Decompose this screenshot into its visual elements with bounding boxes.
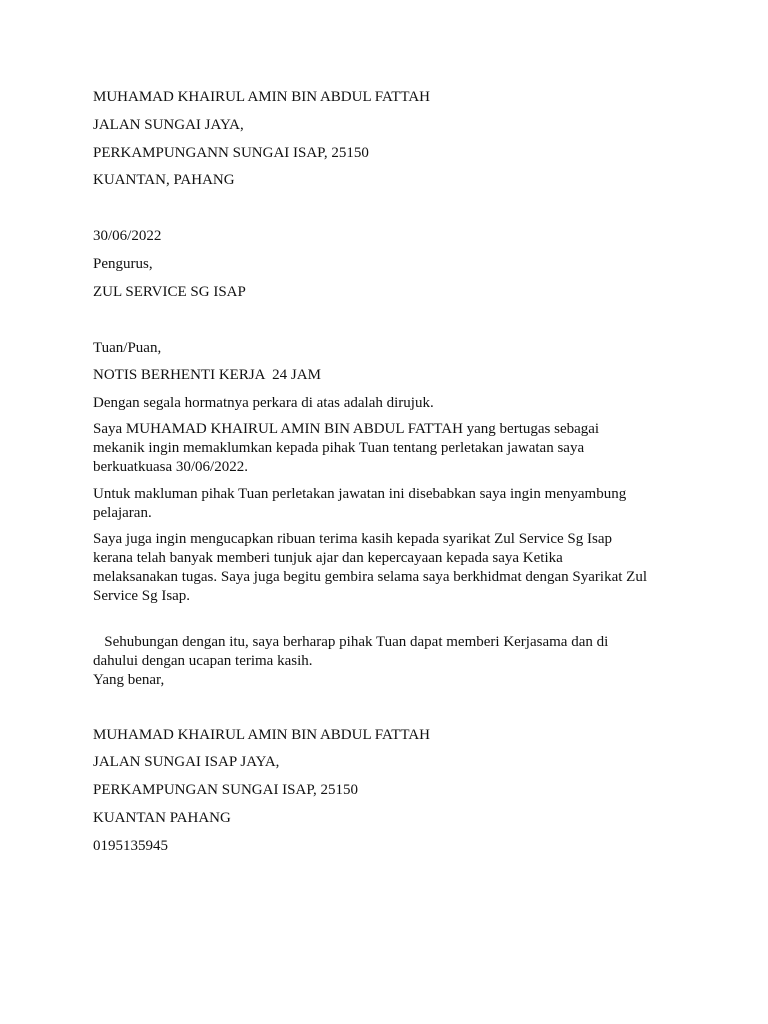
body-paragraph-5 <box>93 595 648 709</box>
body-paragraph-2-text: Saya MUHAMAD KHAIRUL AMIN BIN ABDUL FATTAH yang bertugas sebagai mekanik ingin memaklumkan kepada pihak Tuan tentang perletakan jawatan saya berkuatkuasa 30/06/2022. <box>93 421 600 475</box>
sender-address-line3: KUANTAN, PAHANG <box>93 172 235 188</box>
sender-address-line1: JALAN SUNGAI JAYA, <box>93 117 244 133</box>
salutation: Tuan/Puan, <box>93 340 162 356</box>
closing: Yang benar, <box>93 672 165 688</box>
body-paragraph-1: Dengan segala hormatnya perkara di atas adalah dirujuk. <box>93 395 434 411</box>
subject-line: NOTIS BERHENTI KERJA 24 JAM <box>93 367 321 383</box>
body-paragraph-3-text: Untuk makluman pihak Tuan perletakan jawatan ini disebabkan saya ingin menyambung pelajaran. <box>93 486 627 521</box>
body-paragraph-2 <box>93 420 648 477</box>
signature-address-line3: KUANTAN PAHANG <box>93 810 231 826</box>
signature-address-line1: JALAN SUNGAI ISAP JAYA, <box>93 754 280 770</box>
recipient-title: Pengurus, <box>93 256 153 272</box>
sender-address-line2: PERKAMPUNGANN SUNGAI ISAP, 25150 <box>93 145 369 161</box>
signature-phone: 0195135945 <box>93 838 168 854</box>
letter-date: 30/06/2022 <box>93 228 162 244</box>
recipient-company: ZUL SERVICE SG ISAP <box>93 284 246 300</box>
body-paragraph-5-text: Sehubungan dengan itu, saya berharap pihak Tuan dapat memberi Kerjasama dan di dahului dengan ucapan terima kasih. <box>93 634 613 669</box>
body-paragraph-3 <box>93 485 648 523</box>
signature-name: MUHAMAD KHAIRUL AMIN BIN ABDUL FATTAH <box>93 727 430 743</box>
sender-name: MUHAMAD KHAIRUL AMIN BIN ABDUL FATTAH <box>93 89 430 105</box>
body-paragraph-4-text: Saya juga ingin mengucapkan ribuan terima kasih kepada syarikat Zul Service Sg Isap kerana telah banyak memberi tunjuk ajar dan kepercayaan kepada saya Ketika melaksanakan tugas. Saya juga begitu gembira selama saya berkhidmat dengan Syarikat Zul Service Sg Isap. <box>93 531 647 604</box>
signature-address-line2: PERKAMPUNGAN SUNGAI ISAP, 25150 <box>93 782 359 798</box>
